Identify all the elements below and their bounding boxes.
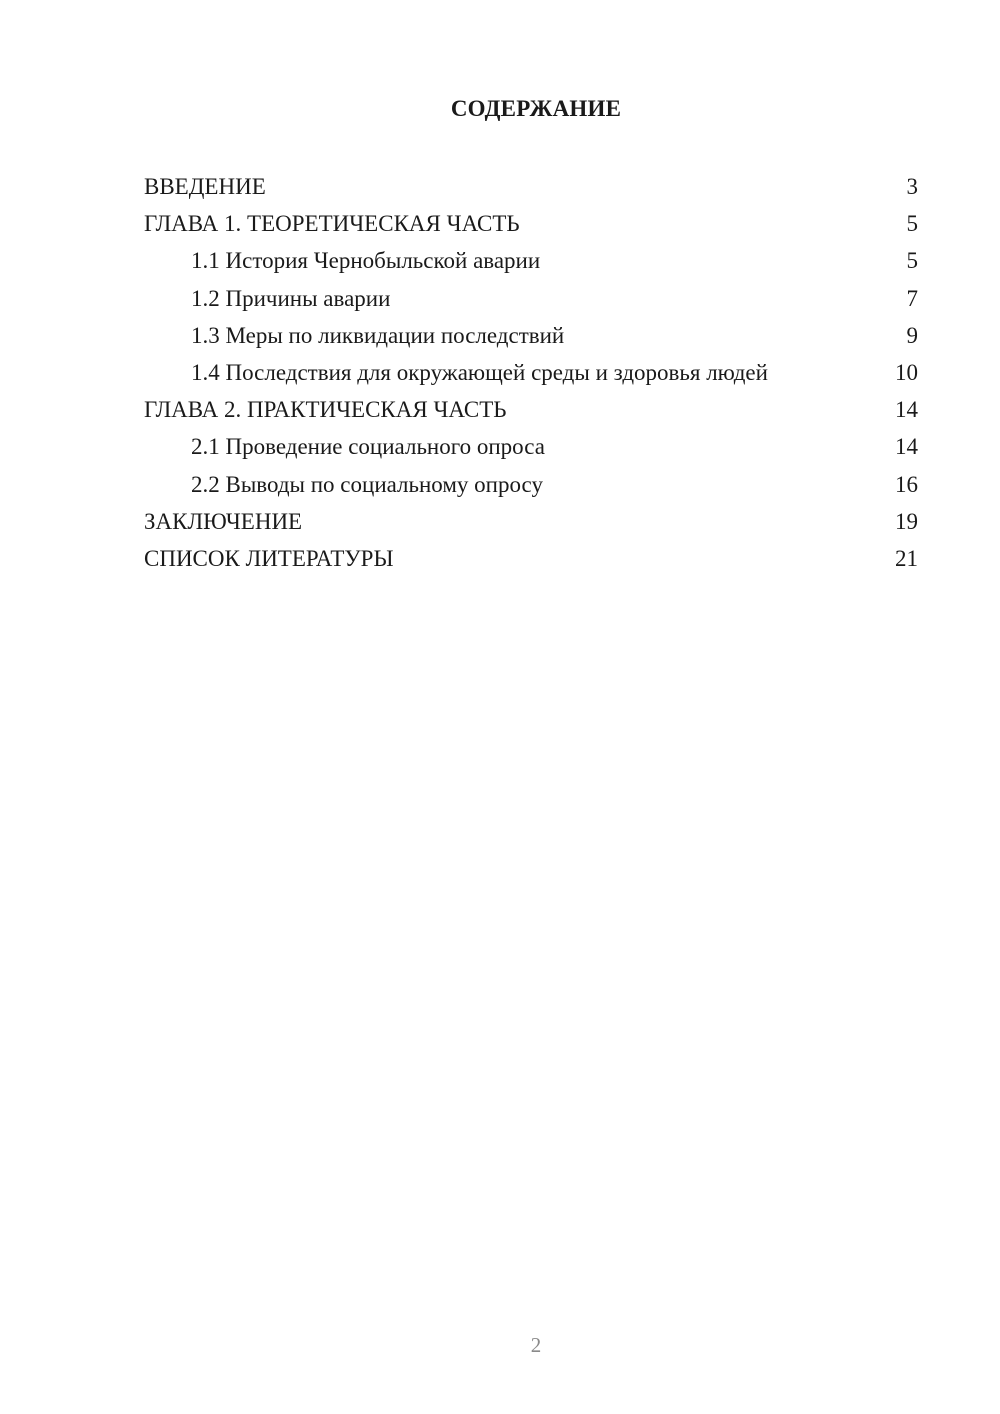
toc-entry-label: ГЛАВА 1. ТЕОРЕТИЧЕСКАЯ ЧАСТЬ (144, 211, 520, 237)
toc-entry-introduction[interactable] (144, 168, 920, 205)
toc-entry-page: 5 (906, 248, 918, 274)
toc-entry-page: 16 (895, 471, 918, 497)
toc-entry-label: ЗАКЛЮЧЕНИЕ (144, 508, 303, 534)
toc-entry-label: ВВЕДЕНИЕ (144, 174, 266, 199)
toc-entry-page: 21 (895, 545, 918, 571)
toc-entry-label: 1.3 Меры по ликвидации последствий (191, 322, 565, 348)
toc-entry-label: ГЛАВА 2. ПРАКТИЧЕСКАЯ ЧАСТЬ (144, 397, 507, 423)
toc-entry-page: 5 (906, 211, 918, 237)
toc-entry-page: 10 (895, 359, 918, 385)
toc-entry-page: 19 (895, 508, 918, 534)
toc-entry-page: 14 (895, 434, 918, 460)
toc-entry-chapter-1[interactable] (144, 205, 920, 242)
page-number: 2 (530, 1333, 542, 1357)
toc-entry-references[interactable] (144, 540, 920, 577)
table-of-contents (144, 168, 920, 577)
toc-entry-section-2-2[interactable] (144, 466, 920, 503)
toc-entry-page: 3 (906, 174, 918, 199)
toc-entry-page: 7 (906, 285, 918, 311)
toc-entry-label: 2.2 Выводы по социальному опросу (191, 471, 543, 497)
toc-entry-section-1-2[interactable] (144, 280, 920, 317)
toc-entry-section-1-1[interactable] (144, 242, 920, 279)
toc-entry-page: 14 (895, 397, 918, 423)
toc-entry-chapter-2[interactable] (144, 391, 920, 428)
toc-entry-conclusion[interactable] (144, 503, 920, 540)
toc-entry-label: 1.2 Причины аварии (191, 285, 391, 311)
toc-entry-label: 1.1 История Чернобыльской аварии (191, 248, 541, 274)
toc-entry-section-1-4[interactable] (144, 354, 920, 391)
toc-entry-label: 1.4 Последствия для окружающей среды и здоровья людей (191, 359, 768, 385)
toc-entry-page: 9 (906, 322, 918, 348)
toc-entry-label: 2.1 Проведение социального опроса (191, 434, 545, 460)
toc-entry-section-1-3[interactable] (144, 317, 920, 354)
toc-title: СОДЕРЖАНИЕ (450, 96, 622, 121)
toc-entry-label: СПИСОК ЛИТЕРАТУРЫ (144, 545, 394, 571)
toc-entry-section-2-1[interactable] (144, 428, 920, 465)
